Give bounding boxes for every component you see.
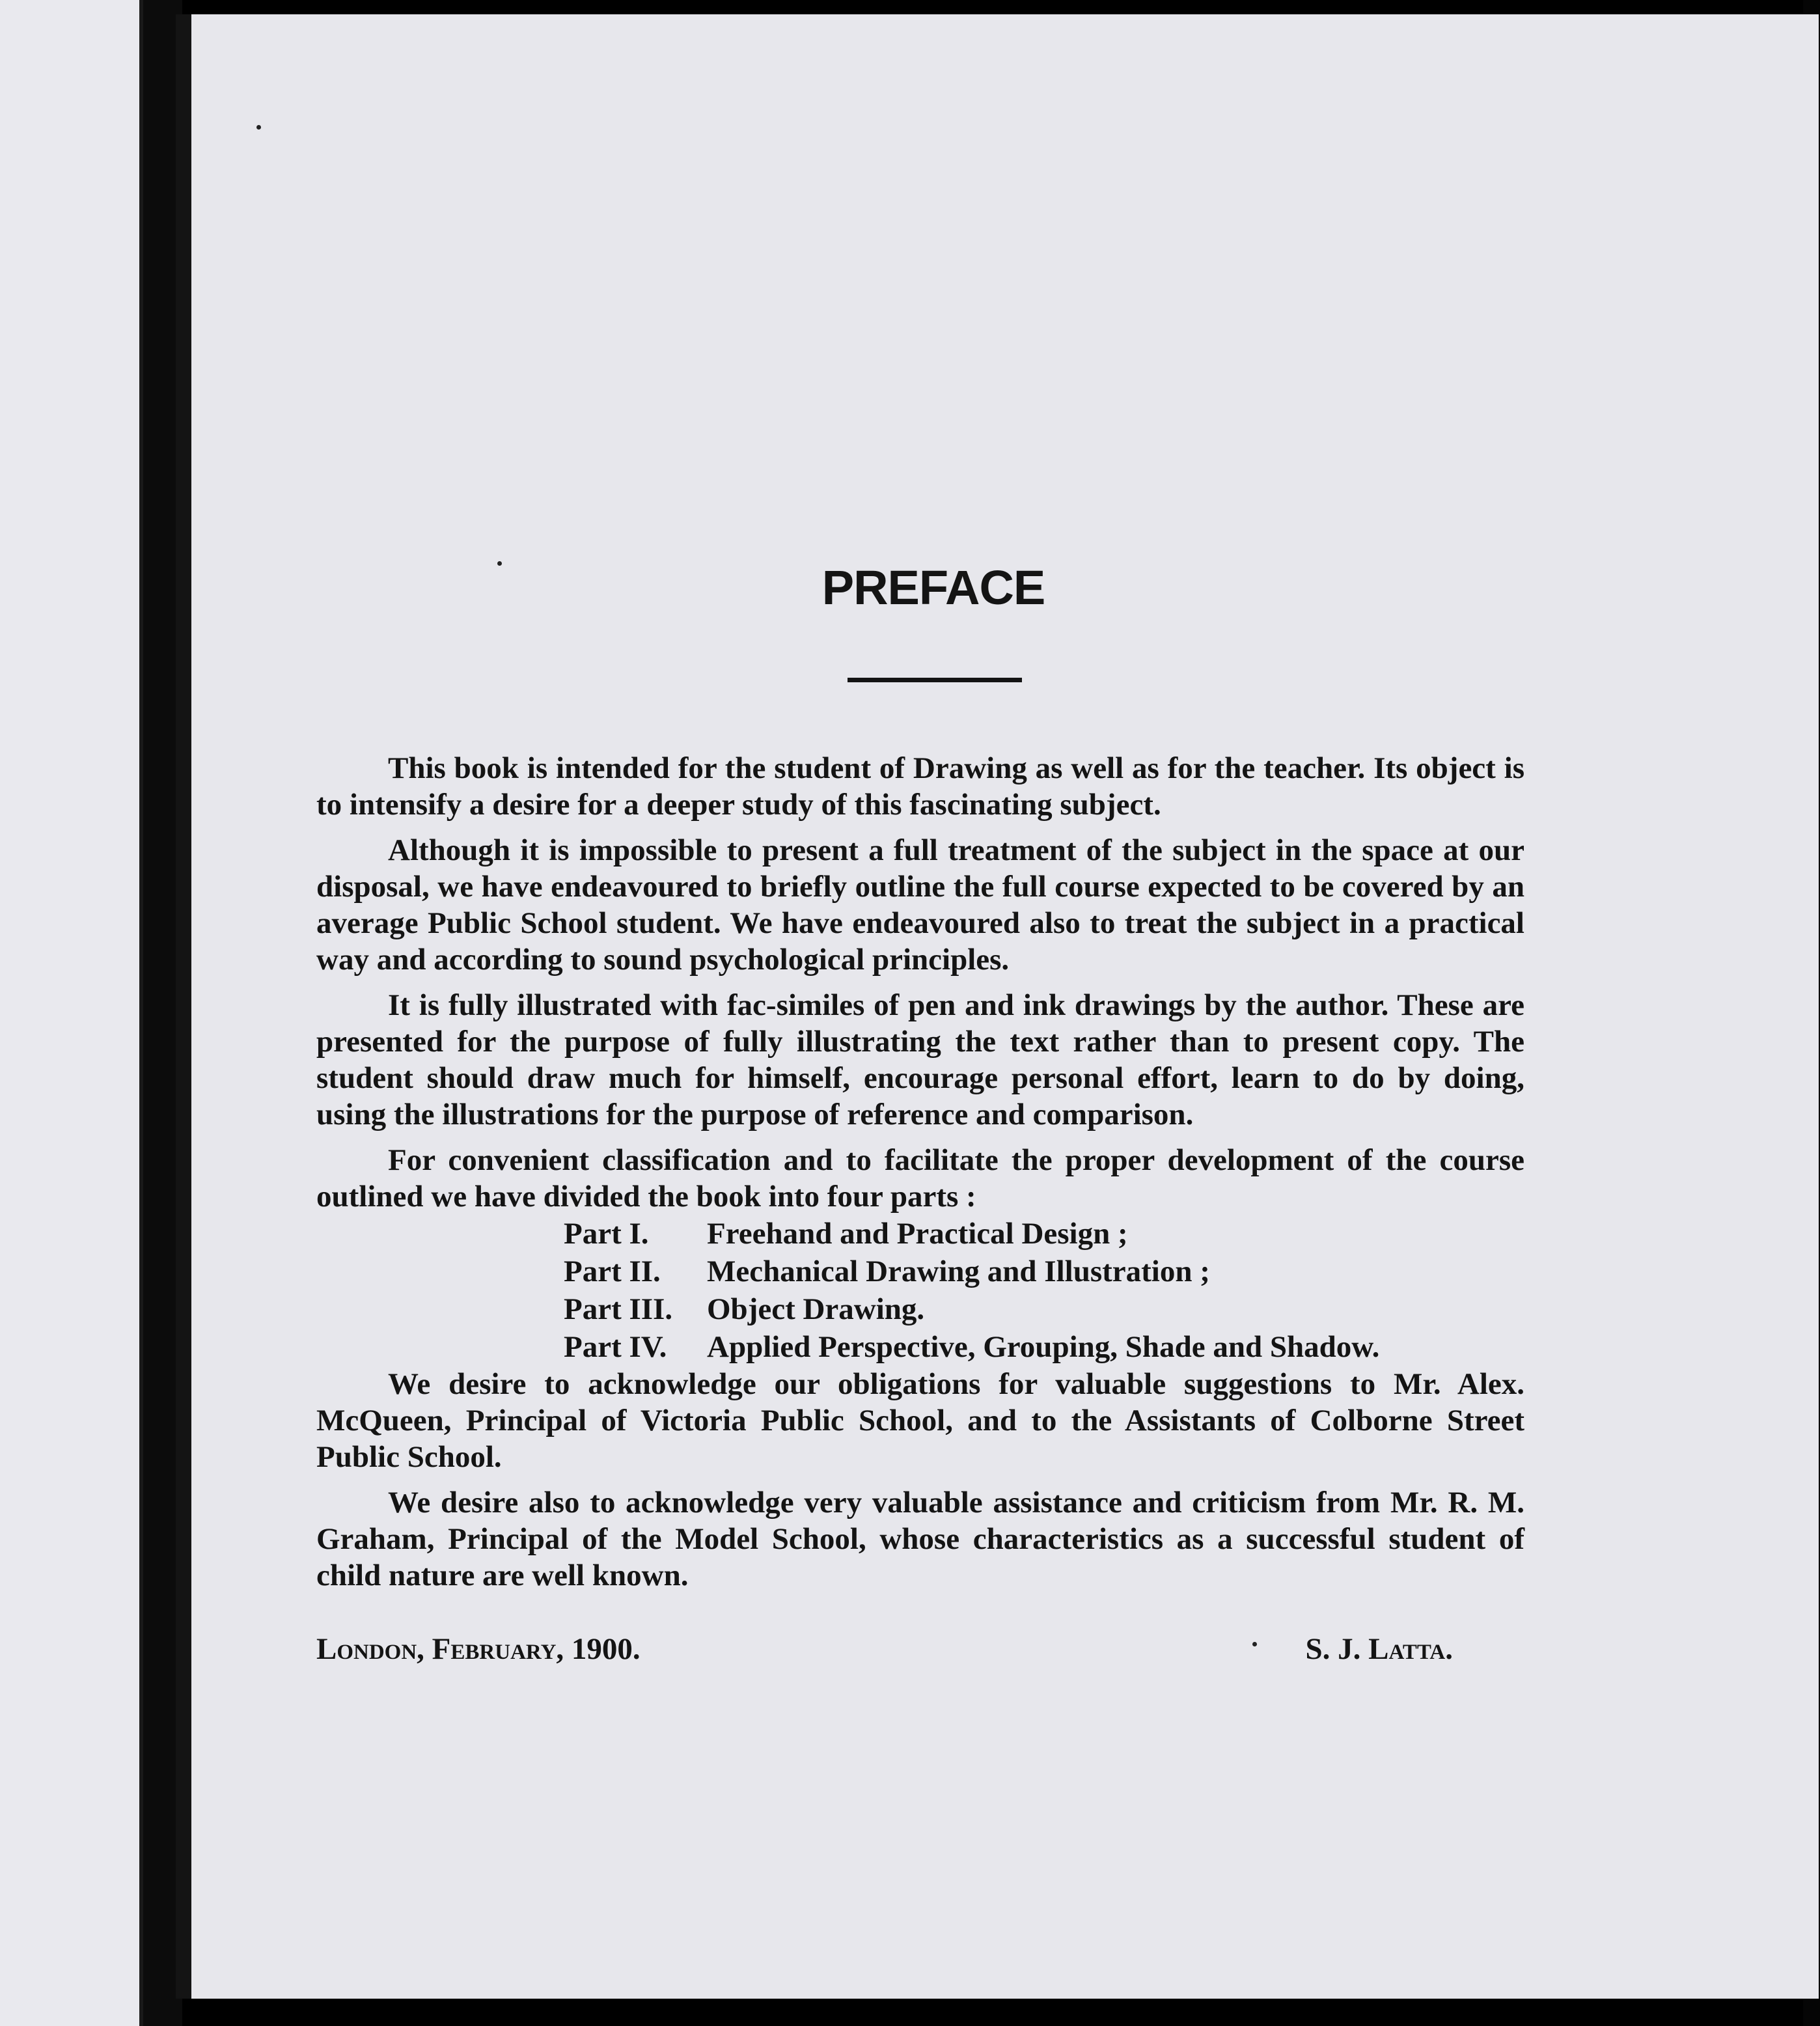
part-title: Object Drawing. — [707, 1292, 925, 1326]
part-title: Freehand and Practical Design ; — [707, 1217, 1128, 1251]
preface-content — [316, 560, 1524, 1667]
paragraph-intro: This book is intended for the student of Drawing as well as for the teacher. Its object is to intensify a desire for a deeper study of this fascinating subject. — [316, 751, 1524, 822]
part-label: Part IV. — [564, 1330, 667, 1364]
part-title: Applied Perspective, Grouping, Shade and Shadow. — [707, 1330, 1380, 1364]
list-item — [564, 1328, 1524, 1366]
signoff — [316, 1631, 1524, 1667]
paragraph-classification: For convenient classification and to facilitate the proper development of the course outlined we have divided the book into four parts : — [316, 1143, 1524, 1214]
paragraph-scope: Although it is impossible to present a full treatment of the subject in the space at our disposal, we have endeavoured to briefly outline the full course expected to be covered by an average Public School student. We have endeavoured also to treat the subject in a practical way and according to sound psychological principles. — [316, 833, 1524, 977]
title-rule — [848, 678, 1022, 682]
paragraph-acknowledgement-graham: We desire also to acknowledge very valuable assistance and criticism from Mr. R. M. Graham, Principal of the Model School, whose characteristics as a successful student of child nature are well known. — [316, 1486, 1524, 1592]
part-label: Part III. — [564, 1292, 673, 1326]
list-item — [564, 1253, 1524, 1290]
paragraph-acknowledgement-mcqueen: We desire to acknowledge our obligations for valuable suggestions to Mr. Alex. McQueen, Principal of Victoria Public School, and to the Assistants of Colborne Street Public School. — [316, 1367, 1524, 1474]
list-item — [564, 1215, 1524, 1253]
list-item — [564, 1290, 1524, 1328]
author-signature: S. J. Latta. — [1305, 1632, 1453, 1666]
part-title: Mechanical Drawing and Illustration ; — [707, 1255, 1210, 1288]
left-page-edge — [0, 0, 143, 2026]
part-label: Part I. — [564, 1217, 649, 1251]
part-label: Part II. — [564, 1255, 661, 1288]
page-title: PREFACE — [821, 561, 1045, 615]
place-date: London, February, 1900. — [316, 1632, 641, 1666]
parts-list — [564, 1215, 1524, 1366]
paragraph-illustrations: It is fully illustrated with fac-similes of pen and ink drawings by the author. These are presented for the purpose of fully illustrating the text rather than to present copy. The student should draw much for himself, encourage personal effort, learn to do by doing, using the illustrations for the purpose of reference and comparison. — [316, 988, 1524, 1131]
scan-speck — [256, 125, 261, 130]
